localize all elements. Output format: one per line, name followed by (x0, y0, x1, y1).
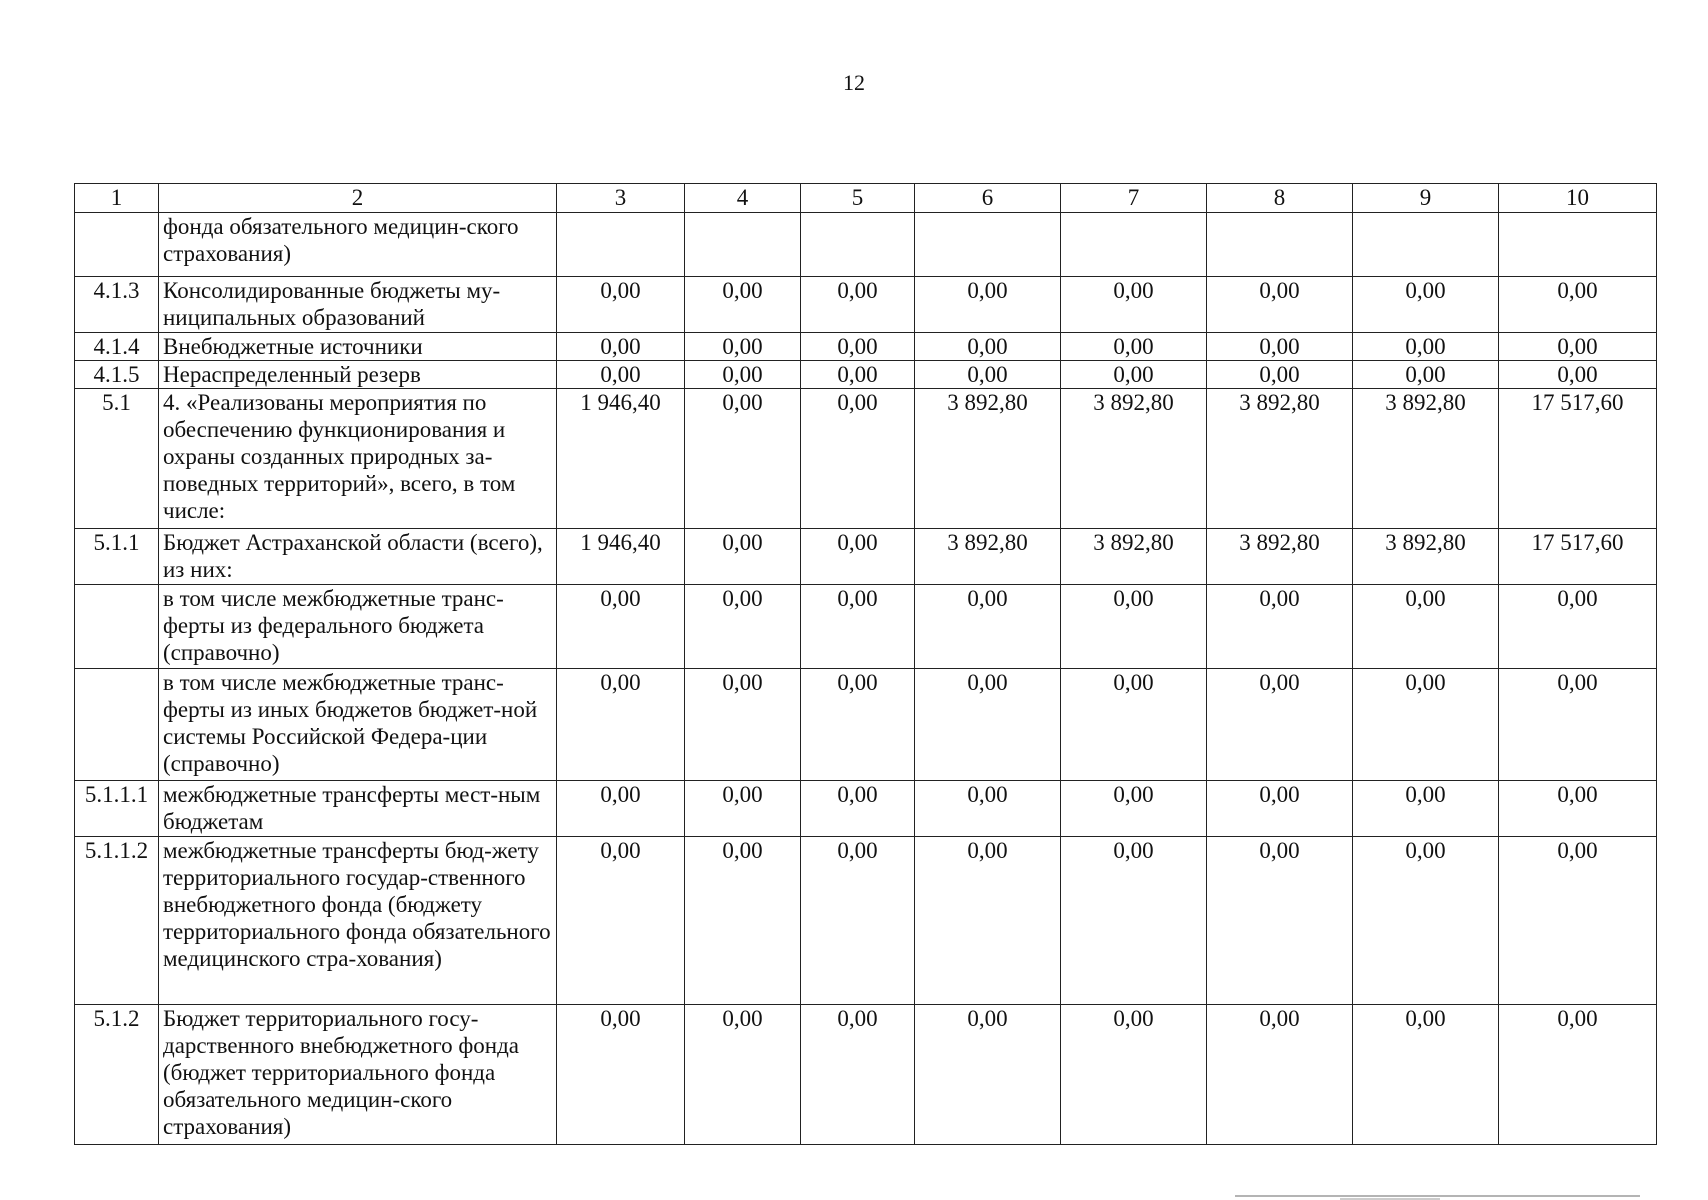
value-cell: 0,00 (1499, 277, 1657, 333)
value-cell: 0,00 (1353, 277, 1499, 333)
value-cell: 0,00 (1207, 669, 1353, 781)
table-row (75, 585, 1657, 669)
page-number: 12 (843, 70, 865, 95)
header-row (75, 184, 1657, 213)
table-body (75, 213, 1657, 1145)
value-cell: 0,00 (801, 333, 915, 361)
value-cell: 0,00 (1499, 669, 1657, 781)
value-cell: 0,00 (915, 837, 1061, 1005)
row-name: Консолидированные бюджеты му-ниципальных образований (159, 277, 557, 333)
value-cell: 3 892,80 (1353, 389, 1499, 529)
table-row (75, 669, 1657, 781)
column-header: 9 (1353, 184, 1499, 213)
value-cell: 1 946,40 (557, 389, 685, 529)
value-cell: 0,00 (1207, 361, 1353, 389)
value-cell: 0,00 (1207, 277, 1353, 333)
value-cell: 0,00 (685, 529, 801, 585)
row-code (75, 669, 159, 781)
value-cell: 0,00 (801, 837, 915, 1005)
value-cell: 3 892,80 (915, 389, 1061, 529)
value-cell: 0,00 (915, 277, 1061, 333)
value-cell: 0,00 (685, 585, 801, 669)
value-cell: 0,00 (1061, 669, 1207, 781)
value-cell: 0,00 (1061, 585, 1207, 669)
value-cell: 0,00 (1061, 277, 1207, 333)
value-cell: 0,00 (685, 781, 801, 837)
value-cell: 3 892,80 (915, 529, 1061, 585)
row-code: 5.1.1.2 (75, 837, 159, 1005)
value-cell (801, 213, 915, 277)
value-cell: 0,00 (1499, 1005, 1657, 1145)
row-name: в том числе межбюджетные транс-ферты из иных бюджетов бюджет-ной системы Российской Федера-ции (справочно) (159, 669, 557, 781)
value-cell: 0,00 (801, 669, 915, 781)
value-cell: 0,00 (685, 389, 801, 529)
value-cell: 3 892,80 (1207, 389, 1353, 529)
row-name: межбюджетные трансферты мест-ным бюджетам (159, 781, 557, 837)
column-header: 5 (801, 184, 915, 213)
value-cell (1353, 213, 1499, 277)
value-cell: 0,00 (1499, 585, 1657, 669)
value-cell: 0,00 (685, 277, 801, 333)
value-cell: 0,00 (801, 781, 915, 837)
value-cell (1499, 213, 1657, 277)
value-cell: 0,00 (801, 529, 915, 585)
row-code: 4.1.3 (75, 277, 159, 333)
value-cell: 17 517,60 (1499, 529, 1657, 585)
value-cell: 0,00 (1061, 361, 1207, 389)
value-cell: 0,00 (915, 361, 1061, 389)
value-cell: 0,00 (801, 585, 915, 669)
value-cell: 0,00 (915, 669, 1061, 781)
column-header: 10 (1499, 184, 1657, 213)
value-cell: 0,00 (1353, 837, 1499, 1005)
value-cell: 3 892,80 (1061, 389, 1207, 529)
table-row (75, 277, 1657, 333)
budget-table (74, 183, 1657, 1145)
value-cell: 0,00 (1061, 1005, 1207, 1145)
value-cell: 0,00 (685, 333, 801, 361)
value-cell: 3 892,80 (1207, 529, 1353, 585)
value-cell: 0,00 (685, 837, 801, 1005)
value-cell: 0,00 (1353, 585, 1499, 669)
value-cell: 0,00 (1353, 669, 1499, 781)
table-row (75, 529, 1657, 585)
value-cell: 0,00 (557, 837, 685, 1005)
row-code (75, 585, 159, 669)
value-cell: 0,00 (801, 1005, 915, 1145)
value-cell: 0,00 (801, 389, 915, 529)
row-name: фонда обязательного медицин-ского страхования) (159, 213, 557, 277)
row-name: Бюджет Астраханской области (всего), из них: (159, 529, 557, 585)
row-code: 5.1.1.1 (75, 781, 159, 837)
value-cell: 17 517,60 (1499, 389, 1657, 529)
value-cell: 0,00 (1353, 781, 1499, 837)
row-code: 5.1.2 (75, 1005, 159, 1145)
value-cell: 0,00 (557, 333, 685, 361)
row-code: 5.1 (75, 389, 159, 529)
table-row (75, 361, 1657, 389)
value-cell: 0,00 (801, 361, 915, 389)
row-code: 4.1.4 (75, 333, 159, 361)
value-cell: 1 946,40 (557, 529, 685, 585)
column-header: 7 (1061, 184, 1207, 213)
value-cell: 0,00 (1499, 361, 1657, 389)
table-row (75, 389, 1657, 529)
value-cell: 0,00 (1353, 333, 1499, 361)
row-name: межбюджетные трансферты бюд-жету территориального государ-ственного внебюджетного фонда (бюджету территориального фонда обязательного медицинского стра-хования) (159, 837, 557, 1005)
value-cell: 0,00 (1061, 837, 1207, 1005)
column-header: 3 (557, 184, 685, 213)
table-row (75, 781, 1657, 837)
value-cell: 0,00 (1207, 585, 1353, 669)
value-cell: 0,00 (557, 1005, 685, 1145)
table-row (75, 837, 1657, 1005)
value-cell: 0,00 (1207, 781, 1353, 837)
value-cell: 0,00 (557, 585, 685, 669)
value-cell: 3 892,80 (1353, 529, 1499, 585)
row-name: Бюджет территориального госу-дарственного внебюджетного фонда (бюджет территориального фонда обязательного медицин-ского страхования) (159, 1005, 557, 1145)
row-code: 4.1.5 (75, 361, 159, 389)
value-cell: 0,00 (1353, 1005, 1499, 1145)
row-code: 5.1.1 (75, 529, 159, 585)
value-cell: 0,00 (1061, 333, 1207, 361)
value-cell: 0,00 (1499, 781, 1657, 837)
column-header: 8 (1207, 184, 1353, 213)
table-row (75, 1005, 1657, 1145)
value-cell: 0,00 (557, 669, 685, 781)
value-cell: 0,00 (915, 333, 1061, 361)
value-cell (1061, 213, 1207, 277)
value-cell: 0,00 (557, 781, 685, 837)
row-name: Нераспределенный резерв (159, 361, 557, 389)
column-header: 4 (685, 184, 801, 213)
value-cell: 0,00 (1207, 333, 1353, 361)
value-cell (915, 213, 1061, 277)
value-cell: 0,00 (1207, 1005, 1353, 1145)
row-code (75, 213, 159, 277)
value-cell: 0,00 (1061, 781, 1207, 837)
row-name: 4. «Реализованы мероприятия по обеспечению функционирования и охраны созданных природных за-поведных территорий», всего, в том числе: (159, 389, 557, 529)
column-header: 6 (915, 184, 1061, 213)
value-cell: 0,00 (915, 1005, 1061, 1145)
column-header: 2 (159, 184, 557, 213)
row-name: в том числе межбюджетные транс-ферты из федерального бюджета (справочно) (159, 585, 557, 669)
value-cell: 0,00 (557, 277, 685, 333)
value-cell: 0,00 (1499, 333, 1657, 361)
value-cell: 0,00 (1353, 361, 1499, 389)
value-cell (557, 213, 685, 277)
value-cell: 0,00 (1499, 837, 1657, 1005)
value-cell: 0,00 (1207, 837, 1353, 1005)
value-cell: 0,00 (801, 277, 915, 333)
column-header: 1 (75, 184, 159, 213)
value-cell: 0,00 (915, 585, 1061, 669)
value-cell (1207, 213, 1353, 277)
value-cell: 0,00 (915, 781, 1061, 837)
value-cell: 0,00 (685, 1005, 801, 1145)
value-cell: 0,00 (685, 669, 801, 781)
value-cell: 3 892,80 (1061, 529, 1207, 585)
table-row (75, 213, 1657, 277)
value-cell: 0,00 (685, 361, 801, 389)
table-row (75, 333, 1657, 361)
value-cell (685, 213, 801, 277)
value-cell: 0,00 (557, 361, 685, 389)
row-name: Внебюджетные источники (159, 333, 557, 361)
